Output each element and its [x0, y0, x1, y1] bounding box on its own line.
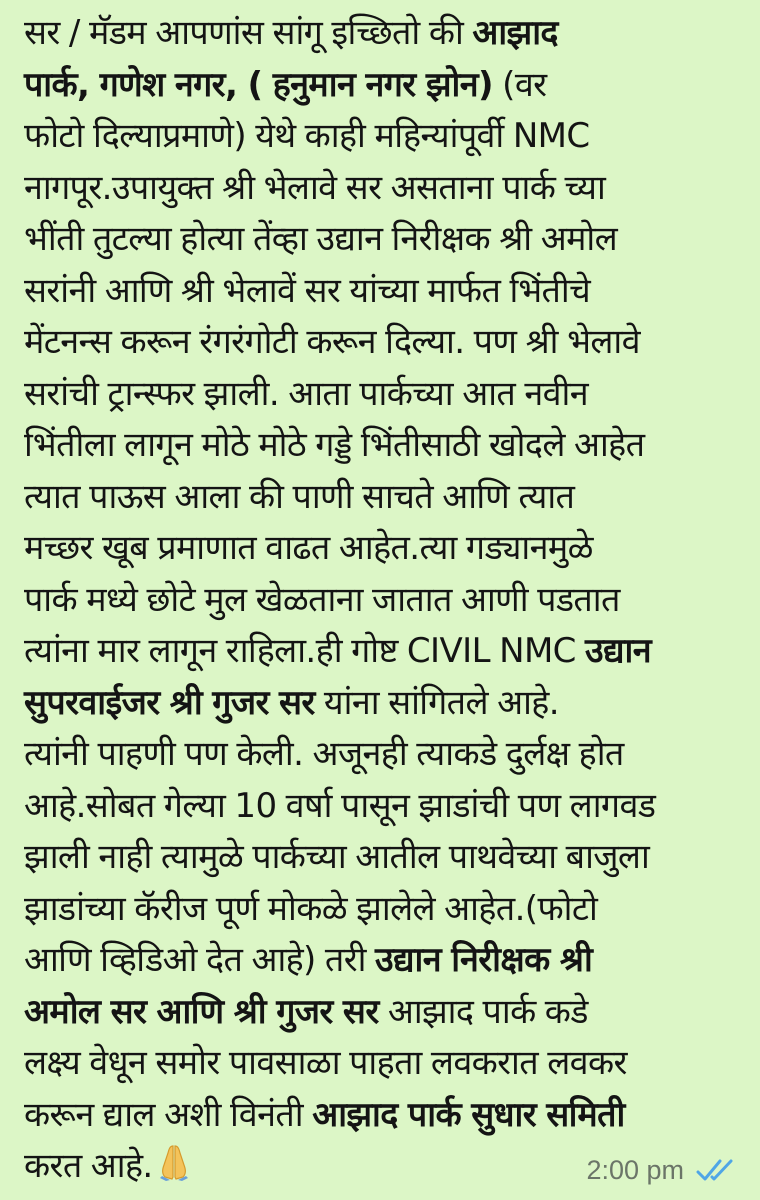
message-line	[24, 678, 736, 730]
message-timestamp: 2:00 pm	[586, 1154, 684, 1185]
message-line	[24, 317, 736, 369]
message-line	[24, 420, 736, 472]
message-line	[24, 369, 736, 421]
text-segment: नागपूर.उपायुक्त श्री भेलावे सर असताना पार्क च्या	[24, 167, 606, 208]
folded-hands-icon	[157, 1143, 191, 1197]
text-segment: यांना सांगितले आहे.	[314, 682, 559, 723]
text-segment: त्यांना मार लागून राहिला.ही गोष्ट CIVIL NMC	[24, 631, 586, 671]
text-segment: झाडांच्या कॅरीज पूर्ण मोकळे झालेले आहेत.(फोटो	[24, 888, 598, 929]
message-line	[24, 781, 736, 833]
text-segment: सर / मॅडम आपणांस सांगू इच्छितो की	[24, 13, 473, 53]
read-double-check-icon	[696, 1156, 736, 1184]
text-segment: पार्क मध्ये छोटे मुल खेळताना जातात आणी पडतात	[24, 579, 620, 620]
message-line	[24, 8, 736, 60]
text-segment: (वर	[492, 64, 547, 105]
message-line	[24, 60, 736, 112]
bold-text-segment: आझाद	[472, 13, 558, 53]
text-segment: सरांनी आणि श्री भेलावें सर यांच्या मार्फत भिंतीचे	[24, 270, 591, 311]
message-line	[24, 1090, 736, 1142]
text-segment: लक्ष्य वेधून समोर पावसाळा पाहता लवकरात लवकर	[24, 1043, 627, 1083]
bold-text-segment: उद्यान निरीक्षक श्री	[375, 940, 593, 980]
text-segment: करून द्याल अशी विनंती	[24, 1094, 313, 1135]
message-line	[24, 523, 736, 575]
text-segment: झाली नाही त्यामुळे पार्कच्या आतील पाथवेच्या बाजुला	[24, 837, 650, 877]
text-segment: सरांची ट्रान्स्फर झाली. आता पार्कच्या आत नवीन	[24, 373, 589, 414]
text-segment: फोटो दिल्याप्रमाणे) येथे काही महिन्यांपूर्वी NMC	[24, 116, 590, 156]
message-line	[24, 575, 736, 627]
text-segment: आझाद पार्क कडे	[378, 991, 588, 1032]
text-segment: करत आहे.	[24, 1146, 153, 1186]
bold-text-segment: सुपरवाईजर श्री गुजर सर	[24, 682, 315, 723]
message-line	[24, 266, 736, 318]
message-line	[24, 935, 736, 987]
text-segment: आणि व्हिडिओ देत आहे) तरी	[24, 940, 376, 980]
message-text	[24, 8, 736, 1193]
bold-text-segment: अमोल सर आणि श्री गुजर सर	[24, 991, 379, 1032]
message-line	[24, 832, 736, 884]
text-segment: भींती तुटल्या होत्या तेंव्हा उद्यान निरीक्षक श्री अमोल	[24, 219, 618, 259]
message-line	[24, 214, 736, 266]
bold-text-segment: पार्क, गणेश नगर, ( हनुमान नगर झोन)	[24, 64, 493, 105]
bold-text-segment: आझाद पार्क सुधार समिती	[312, 1094, 625, 1135]
message-line	[24, 987, 736, 1039]
message-line	[24, 111, 736, 163]
text-segment: भिंतीला लागून मोठे मोठे गड्डे भिंतीसाठी खोदले आहेत	[24, 425, 645, 465]
message-meta	[586, 1152, 736, 1188]
text-segment: मच्छर खूब प्रमाणात वाढत आहेत.त्या गड्यानमुळे	[24, 528, 593, 568]
bold-text-segment: उद्यान	[585, 631, 651, 671]
message-line	[24, 472, 736, 524]
text-segment: आहे.सोबत गेल्या 10 वर्षा पासून झाडांची पण लागवड	[24, 785, 656, 826]
message-line	[24, 163, 736, 215]
message-line	[24, 884, 736, 936]
text-segment: त्यांनी पाहणी पण केली. अजूनही त्याकडे दुर्लक्ष होत	[24, 734, 624, 774]
text-segment: त्यात पाऊस आला की पाणी साचते आणि त्यात	[24, 476, 575, 517]
message-line	[24, 1038, 736, 1090]
text-segment: मेंटनन्स करून रंगरंगोटी करून दिल्या. पण श्री भेलावे	[24, 322, 640, 362]
message-line	[24, 626, 736, 678]
message-line	[24, 729, 736, 781]
